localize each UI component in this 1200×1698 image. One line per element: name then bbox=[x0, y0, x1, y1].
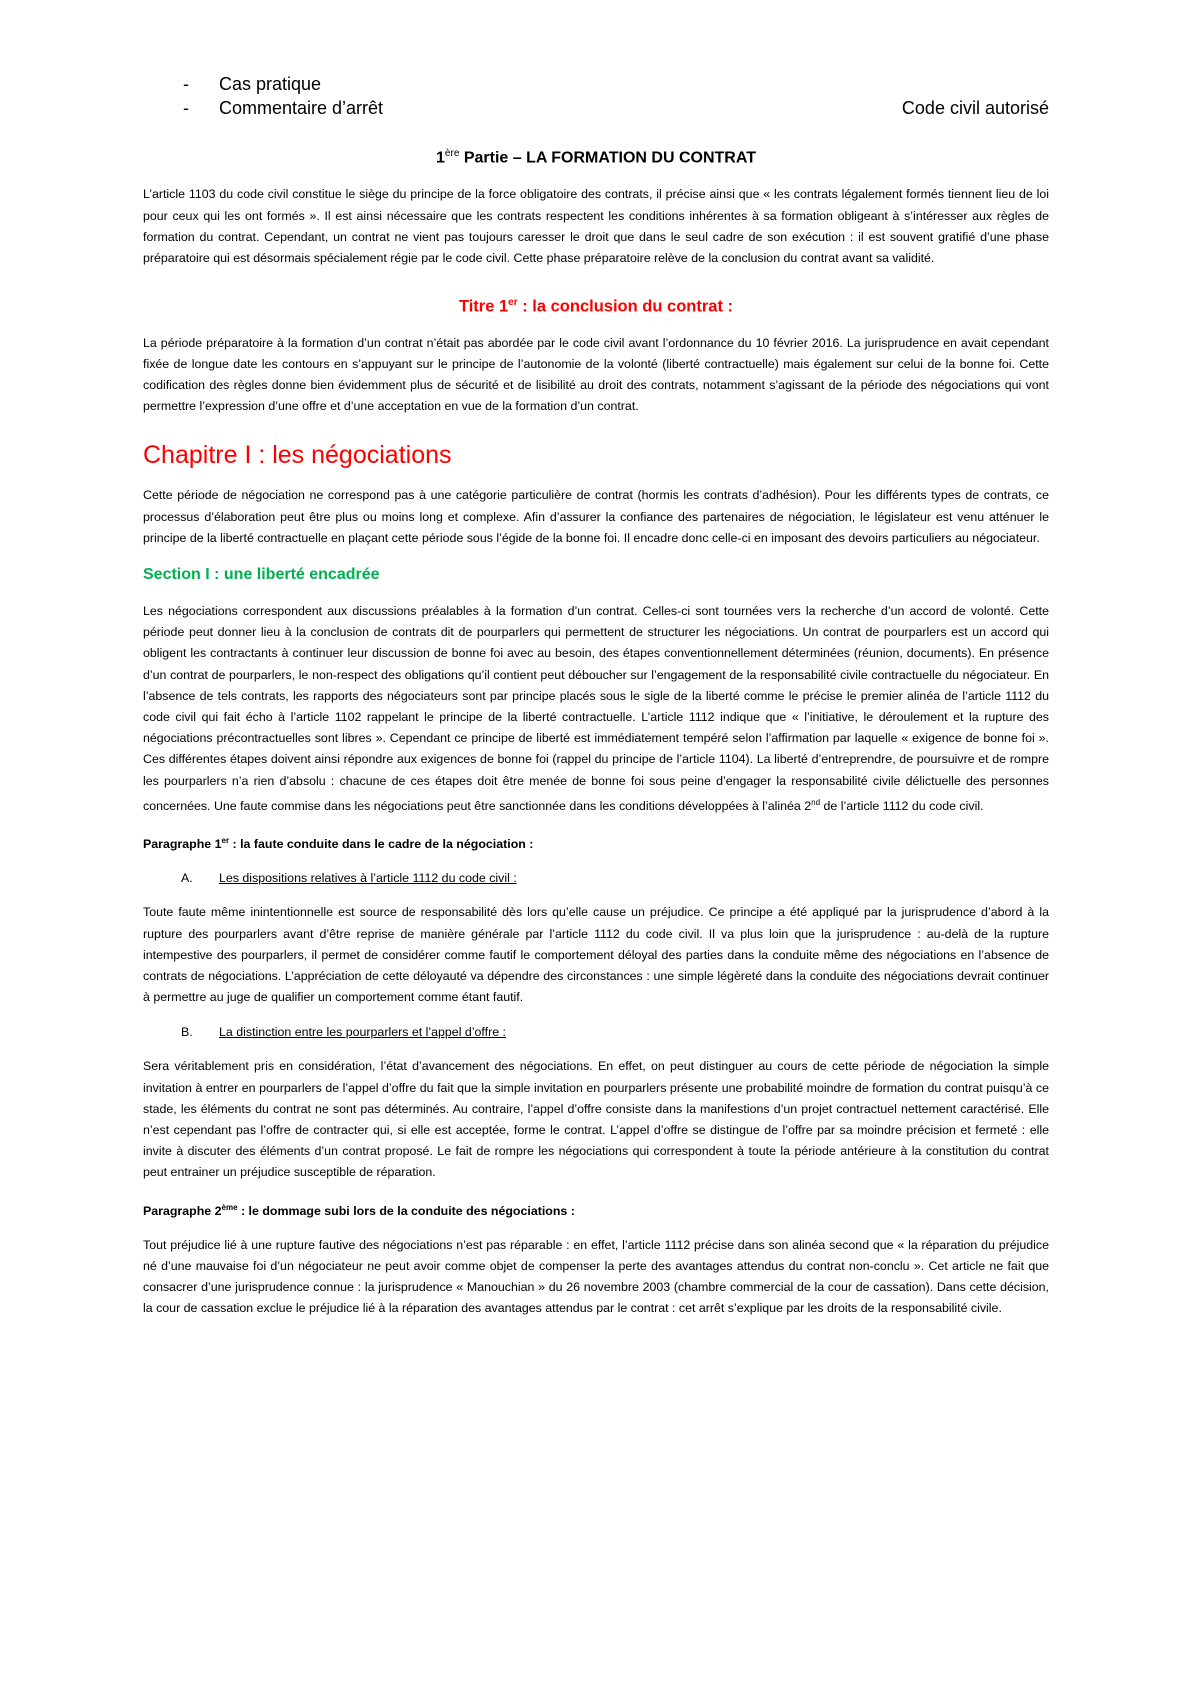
titre-heading: Titre 1er : la conclusion du contrat : bbox=[458, 297, 734, 316]
bullet-cas-pratique bbox=[143, 72, 1049, 96]
document-page bbox=[143, 72, 1049, 1320]
bullet-commentaire bbox=[143, 96, 1049, 120]
bullet-text: Cas pratique bbox=[219, 74, 322, 94]
part-title: 1ère Partie – LA FORMATION DU CONTRAT bbox=[436, 148, 756, 167]
section-heading: Section I : une liberté encadrée bbox=[143, 566, 380, 584]
paragraphe-2-heading: Paragraphe 2ème : le dommage subi lors de la conduite des négociations : bbox=[143, 1202, 575, 1218]
sub-a-paragraph: Toute faute même inintentionnelle est source de responsabilité dès lors qu’elle cause un préjudice. Ce principe a été appliqué par la jurisprudence d’abord à la rupture des pourparlers avant d’être reprise de manière générale par l’article 1112 du code civil. Il va plus loin que la jurisprudence : au-delà de la rupture intempestive des pourparlers, il permet de considérer comme fautif le comportement déloyal des parties dans la conduite même des négociations en l’absence de contrats de négociations. L’appréciation de cette déloyauté va dépendre des circonstances : une simple légèreté dans la conduite des négociations devrait continuer à permettre au juge de qualifier un comportement comme étant fautif. bbox=[143, 905, 1049, 1005]
titre-paragraph: La période préparatoire à la formation d’un contrat n’était pas abordée par le code civil avant l’ordonnance du 10 février 2016. La jurisprudence en avait cependant fixée de longue date les contours en s’appuyant sur le principe de l’autonomie de la volonté (liberté contractuelle) mais également sur celui de la bonne foi. Cette codification des règles donne bien évidemment plus de sécurité et de lisibilité au droit des contrats, notamment s’agissant de la période des négociations qui vont permettre l’expression d’une offre et d’une acceptation en vue de la formation d’un contrat. bbox=[143, 335, 1049, 414]
intro-paragraph: L’article 1103 du code civil constitue le siège du principe de la force obligatoire des contrats, il précise ainsi que « les contrats légalement formés tiennent lieu de loi pour ceux qui les ont formés ». Il est ainsi nécessaire que les contrats respectent les conditions inhérentes à sa formation obligeant à s’intéresser aux règles de formation du contrat. Cependant, un contrat ne vient pas toujours caresser le droit que dans le seul cadre de son exécution : il est souvent gratifié d’une phase préparatoire qui est désormais spécialement régie par le code civil. Cette phase préparatoire relève de la conclusion du contrat avant sa validité. bbox=[143, 187, 1049, 265]
bullet-text: Commentaire d’arrêt bbox=[219, 98, 384, 118]
bullet-dash: - bbox=[183, 98, 189, 118]
subheading-a bbox=[143, 868, 1049, 888]
paragraphe-2-text: Tout préjudice lié à une rupture fautive des négociations n’est pas réparable : en effet, l’article 1112 précise dans son alinéa second que « la réparation du préjudice né d’une mauvaise foi d’un négociateur ne peut avoir comme objet de compenser la perte des avantages attendus du contrat non-conclu ». Cet article ne fait que consacrer d’une jurisprudence connue : la jurisprudence « Manouchian » du 26 novembre 2003 (chambre commercial de la cour de cassation). Dans cette décision, la cour de cassation exclue le préjudice lié à la réparation des avantages attendus par le contrat : cet arrêt s’explique par les droits de la responsabilité civile. bbox=[143, 1237, 1049, 1316]
subheading-b bbox=[143, 1022, 1049, 1042]
section-paragraph: Les négociations correspondent aux discussions préalables à la formation d’un contrat. Celles-ci sont tournées vers la recherche d’un accord de volonté. Cette période peut donner lieu à la conclusion de contrats dit de pourparlers qui permettent de structurer les négociations. Un contrat de pourparlers est un accord qui obligent les contractants à continuer leur discussion de bonne foi avec au besoin, des étapes conventionnellement déterminées (réunion, documents). En présence d’un contrat de pourparlers, le non-respect des obligations qu’il contient peut déboucher sur l’engagement de la responsabilité civile contractuelle du négociateur. En l’absence de tels contrats, les rapports des négociateurs sont par principe placés sous le sigle de la liberté comme le précise le premier alinéa de l’article 1112 du code civil qui fait écho à l’article 1102 rappelant le principe de la liberté contractuelle. L’article 1112 indique que « l’initiative, le déroulement et la rupture des négociations précontractuelles sont libres ». Cependant ce principe de liberté est immédiatement tempéré selon l’affirmation par laquelle « exigence de bonne foi ». Ces différentes étapes doivent ainsi répondre aux exigences de bonne foi (rappel du principe de l’article 1104). La liberté d’entreprendre, de poursuivre et de rompre les pourparlers n’a rien d’absolu : chacune de ces étapes doit être menée de bonne foi sous peine d’engager la responsabilité civile délictuelle des personnes concernées. Une faute commise dans les négociations peut être sanctionnée dans les conditions développées à l’alinéa 2nd de l’article 1112 du code civil. bbox=[143, 604, 1049, 814]
subheading-title: La distinction entre les pourparlers et l’appel d’offre : bbox=[219, 1025, 506, 1040]
code-civil-note: Code civil autorisé bbox=[901, 98, 1049, 118]
subheading-letter: A. bbox=[181, 871, 193, 886]
bullet-dash: - bbox=[183, 74, 189, 94]
sub-b-paragraph: Sera véritablement pris en considération, l’état d’avancement des négociations. En effet, on peut distinguer au cours de cette période de négociation la simple invitation à entrer en pourparlers de l’appel d’offre du fait que la simple invitation en pourparlers présente une probabilité moindre de formation du contrat puisqu’à ce stade, les éléments du contrat ne sont pas déterminés. Au contraire, l’appel d’offre consiste dans la manifestions d’un projet contractuel nettement caractérisé. Elle n’est cependant pas l’offre de contracter qui, si elle est acceptée, forme le contrat. L’appel d’offre se distingue de l’offre par sa moindre précision et fermeté : elle invite à discuter des éléments d’un contrat proposé. Le fait de rompre les négociations qui correspondent à toute la période antérieure à la constitution du contrat peut entrainer un préjudice susceptible de réparation. bbox=[143, 1059, 1049, 1180]
chapitre-heading: Chapitre I : les négociations bbox=[143, 441, 452, 470]
subheading-letter: B. bbox=[181, 1025, 193, 1040]
subheading-title: Les dispositions relatives à l’article 1112 du code civil : bbox=[219, 871, 517, 886]
chapitre-paragraph: Cette période de négociation ne correspond pas à une catégorie particulière de contrat (hormis les contrats d’adhésion). Pour les différents types de contrats, ce processus d’élaboration peut être plus ou moins long et complexe. Afin d’assurer la confiance des partenaires de négociation, le législateur est venu atténuer le principe de la liberté contractuelle en plaçant cette période sous l’égide de la bonne foi. Il encadre donc celle-ci en imposant des devoirs particuliers au négociateur. bbox=[143, 488, 1049, 545]
paragraphe-1-heading: Paragraphe 1er : la faute conduite dans le cadre de la négociation : bbox=[143, 836, 534, 852]
